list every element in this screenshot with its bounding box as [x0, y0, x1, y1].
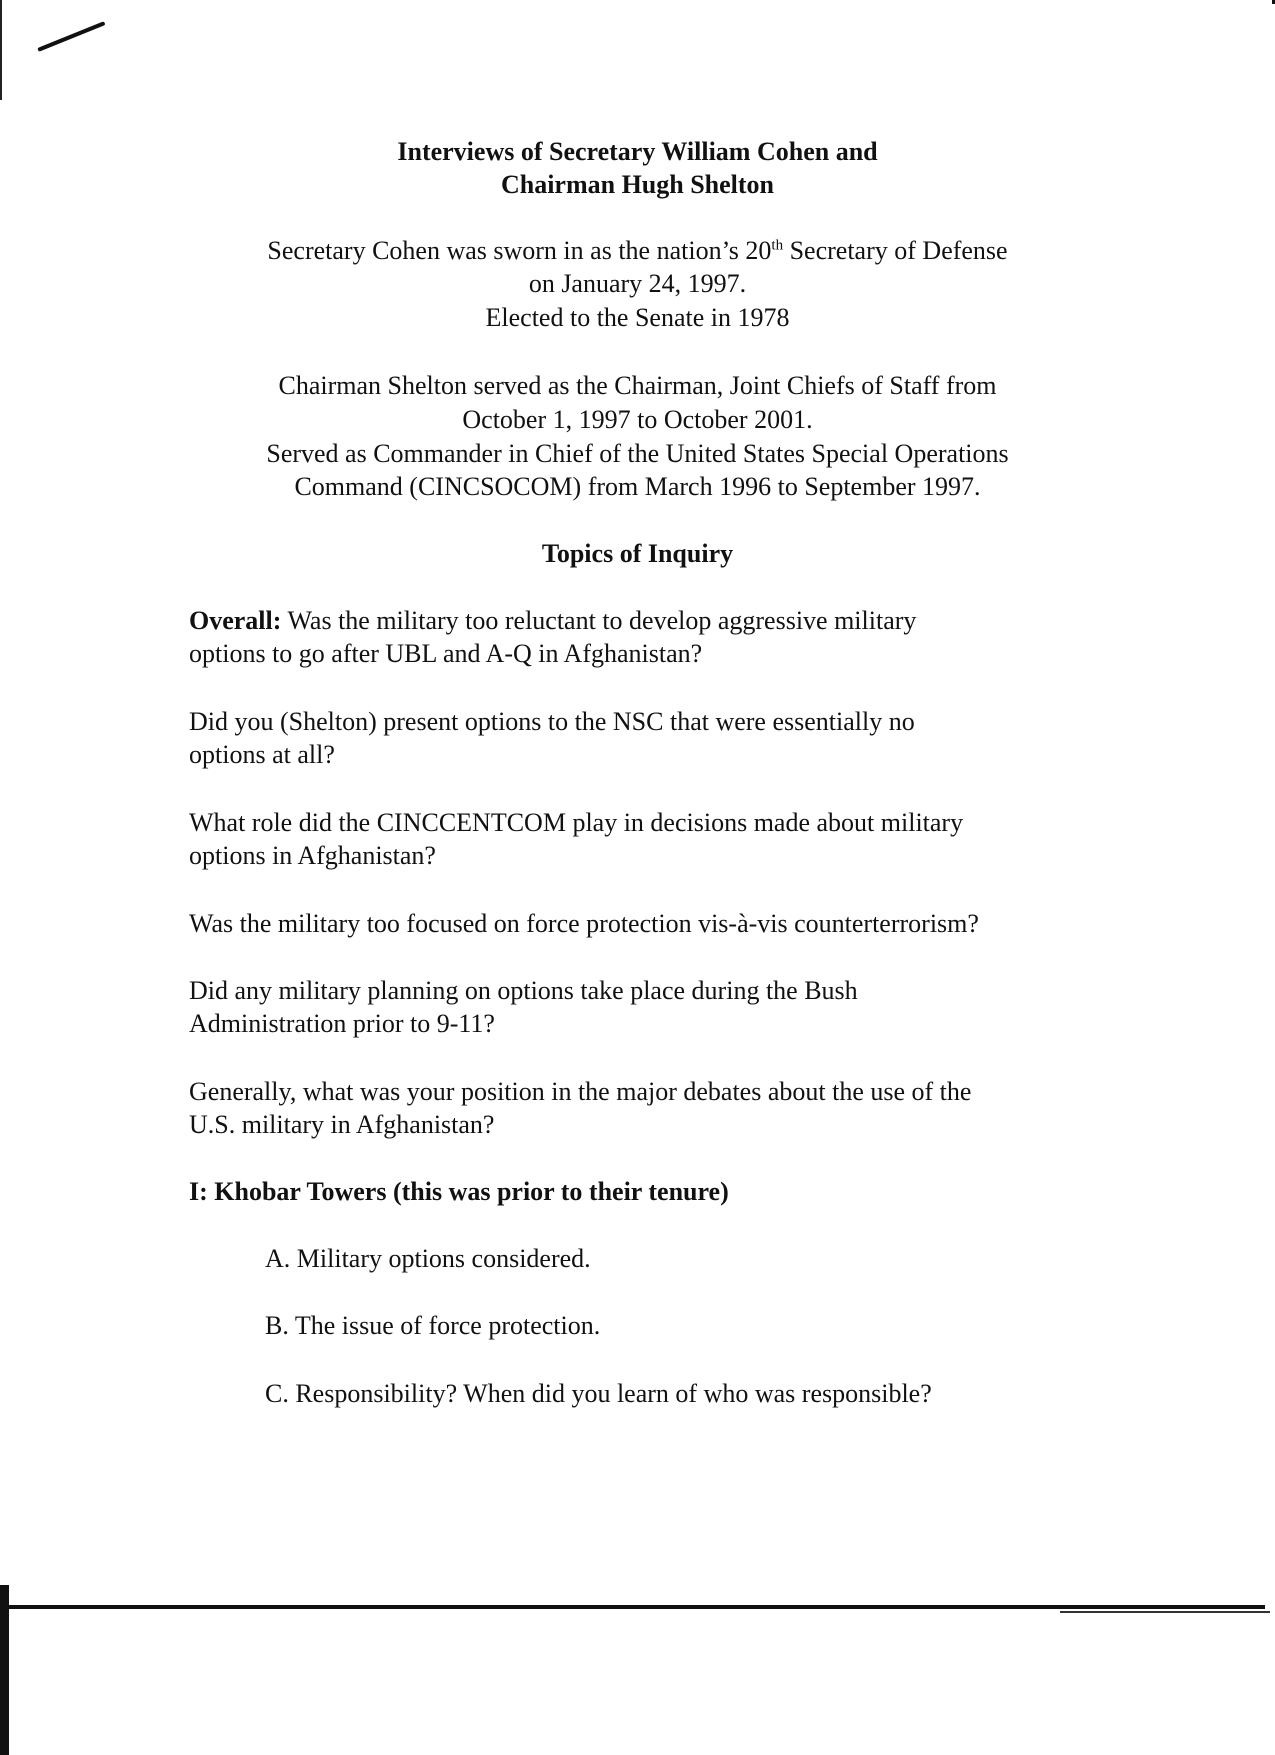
document-title-line1: Interviews of Secretary William Cohen and	[397, 137, 878, 166]
cohen-bio-line1	[0, 234, 1275, 267]
question-text: options at all?	[189, 740, 335, 769]
question-text: Administration prior to 9-11?	[189, 1009, 495, 1038]
question-cinccentcom-role	[189, 806, 1129, 872]
question-force-protection	[189, 907, 1129, 940]
list-item-a: A. Military options considered.	[265, 1244, 591, 1273]
topics-heading: Topics of Inquiry	[541, 539, 734, 568]
scan-bottom-rule-tail	[1060, 1611, 1270, 1613]
shelton-bio-line3: Served as Commander in Chief of the United States Special Operations	[266, 439, 1009, 468]
cohen-bio-text-a: Secretary Cohen was sworn in as the nation’s 20	[267, 236, 772, 265]
cohen-bio-text-b: Secretary of Defense	[783, 236, 1008, 265]
question-text: Generally, what was your position in the major debates about the use of the	[189, 1077, 972, 1106]
scan-edge-left-bottom	[0, 1585, 9, 1755]
list-item-b: B. The issue of force protection.	[265, 1311, 601, 1340]
question-text: Did any military planning on options take place during the Bush	[189, 976, 858, 1005]
shelton-bio-line1: Chairman Shelton served as the Chairman, Joint Chiefs of Staff from	[278, 371, 997, 400]
scan-edge-left	[0, 0, 2, 100]
question-label: Overall:	[189, 606, 282, 635]
question-text: Did you (Shelton) present options to the NSC that were essentially no	[189, 707, 915, 736]
list-item-c: C. Responsibility? When did you learn of who was responsible?	[265, 1379, 932, 1408]
question-bush-planning	[189, 974, 1129, 1040]
question-text: U.S. military in Afghanistan?	[189, 1110, 495, 1139]
handwritten-check-mark	[37, 21, 105, 52]
cohen-bio-line3: Elected to the Senate in 1978	[485, 303, 790, 332]
cohen-bio-line2: on January 24, 1997.	[528, 269, 747, 298]
question-text: options in Afghanistan?	[189, 841, 436, 870]
question-text: Was the military too reluctant to develop aggressive military	[281, 606, 917, 635]
question-text: Was the military too focused on force protection vis-à-vis counterterrorism?	[189, 909, 979, 938]
section-heading-khobar: I: Khobar Towers (this was prior to their tenure)	[189, 1177, 729, 1206]
question-text: options to go after UBL and A-Q in Afghanistan?	[189, 639, 703, 668]
ordinal-suffix: th	[771, 237, 784, 254]
scan-bottom-rule	[0, 1605, 1265, 1609]
shelton-bio-line2: October 1, 1997 to October 2001.	[462, 405, 813, 434]
question-overall	[189, 604, 1129, 670]
question-options-nsc	[189, 705, 1129, 771]
shelton-bio-line4: Command (CINCSOCOM) from March 1996 to September 1997.	[294, 472, 981, 501]
question-text: What role did the CINCCENTCOM play in decisions made about military	[189, 808, 964, 837]
question-position-debates	[189, 1075, 1129, 1141]
document-title-line2: Chairman Hugh Shelton	[500, 170, 775, 199]
